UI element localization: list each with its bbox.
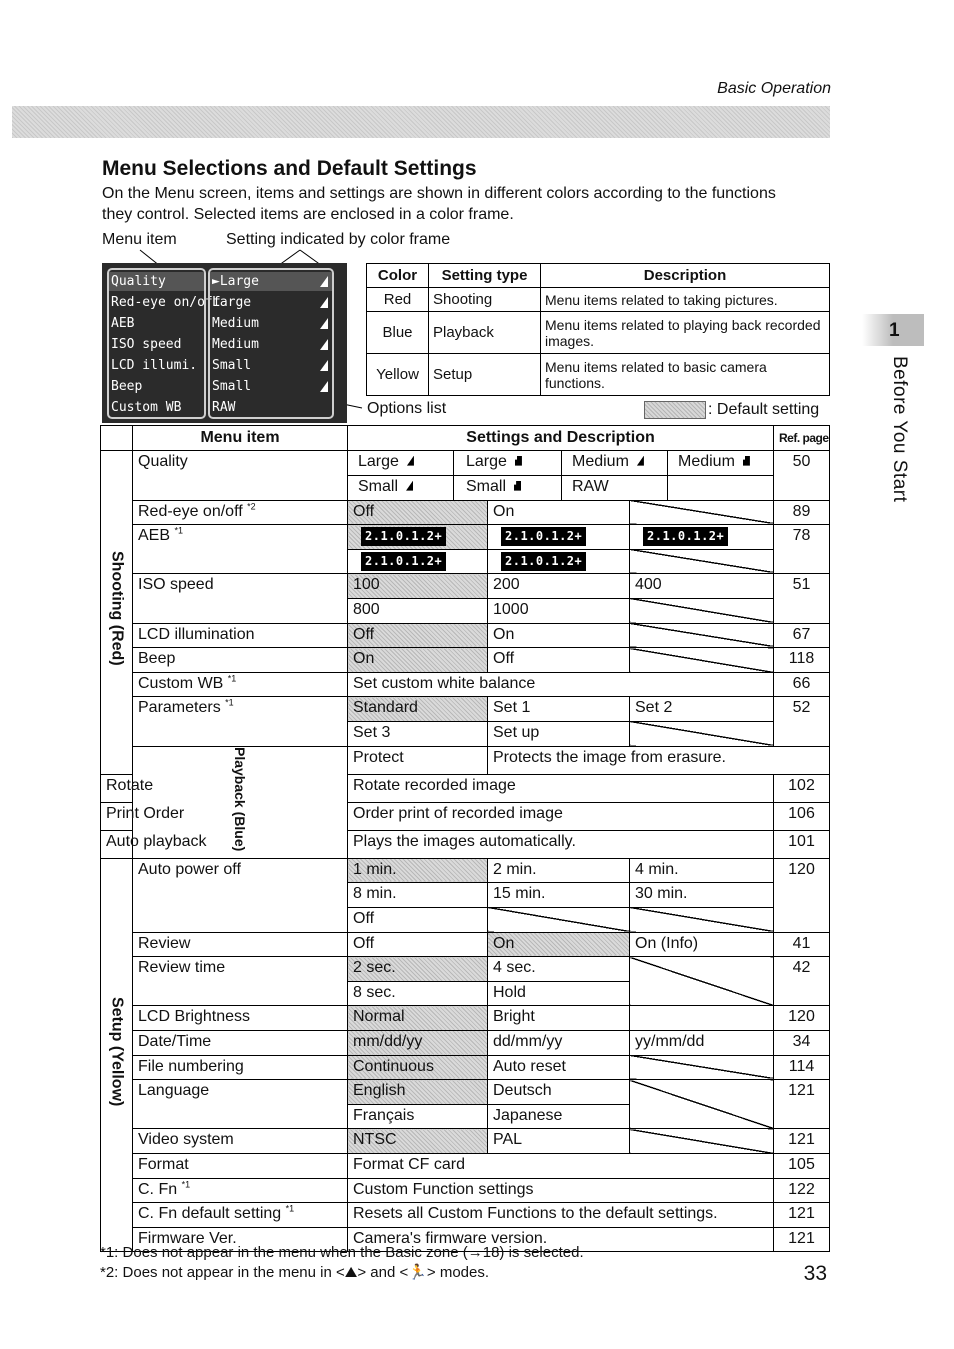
ref-page: 121 — [774, 1129, 830, 1154]
quality-icon — [320, 360, 328, 371]
empty-cell — [630, 549, 774, 574]
lcd-option: Large — [210, 293, 332, 312]
empty-cell — [630, 1080, 774, 1129]
normal-icon — [743, 456, 750, 466]
option: Hold — [488, 981, 630, 1006]
item-beep: Beep — [133, 648, 348, 673]
option-default: mm/dd/yy — [348, 1030, 488, 1055]
lcd-option: ►Large — [210, 272, 332, 291]
color-legend-table — [366, 263, 830, 396]
header-blank — [101, 426, 133, 451]
option: 800 — [348, 598, 488, 623]
page-title: Menu Selections and Default Settings — [102, 157, 477, 180]
aeb-scale-icon: 2.1.0.1.2+ — [361, 527, 446, 546]
intro-text: On the Menu screen, items and settings are shown in different colors according to the functions they control. Selected items are enclosed in a color frame. — [102, 185, 776, 223]
item-description: Protects the image from erasure. — [488, 746, 830, 774]
ref-page: 101 — [774, 830, 830, 858]
option-default: 2 sec. — [348, 957, 488, 982]
item-review-time: Review time — [133, 957, 348, 1006]
option: Japanese — [488, 1104, 630, 1129]
ref-page: 114 — [774, 1055, 830, 1080]
option-default: On — [348, 648, 488, 673]
quality-icon — [320, 297, 328, 308]
ref-page: 89 — [774, 500, 830, 525]
ref-page: 67 — [774, 623, 830, 648]
ref-page: 122 — [774, 1178, 830, 1203]
option-default: Off — [348, 623, 488, 648]
option: 4 min. — [630, 858, 774, 883]
item-firmware: Firmware Ver. — [133, 1227, 348, 1252]
ref-page: 51 — [774, 574, 830, 623]
option: Off — [488, 648, 630, 673]
default-swatch — [644, 401, 706, 419]
legend-color: Blue — [367, 312, 429, 354]
fine-icon — [637, 456, 644, 466]
item-quality: Quality — [133, 450, 348, 500]
option-default: Off — [348, 500, 488, 525]
lcd-menu-item: AEB — [111, 316, 135, 331]
quality-option: Medium — [668, 451, 773, 475]
fine-icon — [406, 481, 413, 491]
ref-page: 121 — [774, 1203, 830, 1228]
quality-option: RAW — [562, 476, 668, 500]
item-description: Format CF card — [348, 1153, 774, 1178]
ref-page: 121 — [774, 1227, 830, 1252]
option: Set 1 — [488, 697, 630, 722]
menu-screen-image — [102, 263, 347, 423]
empty-cell — [630, 957, 774, 1006]
item-language: Language — [133, 1080, 348, 1129]
lcd-option: Small — [210, 377, 332, 396]
legend-desc: Menu items related to taking pictures. — [541, 288, 830, 312]
quality-option: Small — [454, 476, 562, 500]
option: 8 sec. — [348, 981, 488, 1006]
item-parameters: Parameters $^{*1}$ — [133, 697, 348, 746]
fine-icon — [407, 456, 414, 466]
ref-page: 120 — [774, 858, 830, 932]
menu-item-callout: Menu item — [102, 231, 177, 248]
page-number: 33 — [803, 1262, 827, 1285]
quality-icon — [320, 318, 328, 329]
chapter-number: 1 — [889, 320, 900, 341]
empty-cell — [630, 1006, 774, 1031]
lcd-options-list — [208, 268, 334, 419]
ref-page: 106 — [774, 802, 830, 830]
option: Set up — [488, 721, 630, 746]
category-playback: Playback (Blue) — [133, 746, 348, 858]
normal-icon — [515, 456, 522, 466]
quality-icon — [320, 276, 328, 287]
item-format: Format — [133, 1153, 348, 1178]
item-review: Review — [133, 932, 348, 957]
legend-type: Playback — [429, 312, 541, 354]
empty-cell — [630, 623, 774, 648]
option: On — [488, 500, 630, 525]
option: Set 2 — [630, 697, 774, 722]
empty-cell — [630, 907, 774, 932]
item-description: Set custom white balance — [348, 672, 774, 697]
option-default: NTSC — [348, 1129, 488, 1154]
aeb-scale-icon: 2.1.0.1.2+ — [501, 552, 586, 571]
option: Deutsch — [488, 1080, 630, 1105]
empty-cell — [630, 648, 774, 673]
option: 2 min. — [488, 858, 630, 883]
ref-page: 105 — [774, 1153, 830, 1178]
ref-page: 50 — [774, 450, 830, 500]
option: 30 min. — [630, 883, 774, 908]
option: dd/mm/yy — [488, 1030, 630, 1055]
lcd-menu-item: ISO speed — [111, 337, 182, 352]
quality-icon — [320, 339, 328, 350]
option-default: English — [348, 1080, 488, 1105]
item-description: Custom Function settings — [348, 1178, 774, 1203]
option-default: Normal — [348, 1006, 488, 1031]
item-description: Resets all Custom Functions to the default settings. — [348, 1203, 774, 1228]
item-description: Order print of recorded image — [348, 802, 774, 830]
option: On — [488, 623, 630, 648]
item-c-fn-default: C. Fn default setting $^{*1}$ — [133, 1203, 348, 1228]
footnote: *1: Does not appear in the menu when the Basic zone (→18) is selected. — [100, 1244, 584, 1261]
ref-page: 118 — [774, 648, 830, 673]
item-c-fn: C. Fn $^{*1}$ — [133, 1178, 348, 1203]
option — [488, 525, 630, 550]
legend-header: Color — [367, 264, 429, 288]
item-protect: Protect — [348, 746, 488, 774]
category-setup: Setup (Yellow) — [101, 858, 133, 1252]
ref-page: 78 — [774, 525, 830, 574]
header-ref-page: Ref. page — [774, 426, 830, 451]
option: 200 — [488, 574, 630, 599]
option — [630, 525, 774, 550]
quality-options — [348, 450, 774, 475]
quality-option: Large — [348, 451, 454, 475]
legend-type: Shooting — [429, 288, 541, 312]
header-band — [12, 106, 830, 138]
ref-page: 120 — [774, 1006, 830, 1031]
item-description: Camera's firmware version. — [348, 1227, 774, 1252]
item-lcd-illumination: LCD illumination — [133, 623, 348, 648]
option: 400 — [630, 574, 774, 599]
item-description: Rotate recorded image — [348, 774, 774, 802]
ref-page: 121 — [774, 1080, 830, 1129]
empty-cell — [630, 598, 774, 623]
ref-page: 34 — [774, 1030, 830, 1055]
option: Off — [348, 932, 488, 957]
lcd-menu-item: LCD illumi. — [111, 358, 198, 373]
lcd-menu-item: Red-eye on/off — [111, 295, 221, 310]
item-description: Plays the images automatically. — [348, 830, 774, 858]
option-default: 100 — [348, 574, 488, 599]
legend-color: Yellow — [367, 354, 429, 396]
option — [488, 549, 630, 574]
option: Off — [348, 907, 488, 932]
legend-type: Setup — [429, 354, 541, 396]
header-settings: Settings and Description — [348, 426, 774, 451]
item-print-order: Print Order — [101, 802, 133, 830]
empty-cell — [630, 500, 774, 525]
lcd-menu-item: Beep — [111, 379, 143, 394]
ref-page: 41 — [774, 932, 830, 957]
lcd-menu-item: Quality — [109, 272, 204, 291]
item-iso-speed: ISO speed — [133, 574, 348, 623]
option: Bright — [488, 1006, 630, 1031]
item-rotate: Rotate — [101, 774, 133, 802]
empty-cell — [630, 721, 774, 746]
option: 4 sec. — [488, 957, 630, 982]
item-auto-power-off: Auto power off — [133, 858, 348, 932]
quality-option: Large — [454, 451, 562, 475]
aeb-scale-icon: 2.1.0.1.2+ — [501, 527, 586, 546]
ref-page: 102 — [774, 774, 830, 802]
ref-page: 52 — [774, 697, 830, 746]
option: 8 min. — [348, 883, 488, 908]
ref-page: 42 — [774, 957, 830, 1006]
option: On (Info) — [630, 932, 774, 957]
footnotes — [100, 1243, 584, 1283]
aeb-scale-icon: 2.1.0.1.2+ — [361, 552, 446, 571]
lcd-option: Small — [210, 356, 332, 375]
lcd-option: RAW — [212, 400, 236, 415]
option: Auto reset — [488, 1055, 630, 1080]
lcd-menu-items — [107, 268, 221, 419]
item-file-numbering: File numbering — [133, 1055, 348, 1080]
empty-cell — [488, 907, 630, 932]
item-date-time: Date/Time — [133, 1030, 348, 1055]
option: Français — [348, 1104, 488, 1129]
option-default: 1 min. — [348, 858, 488, 883]
options-list-label: Options list — [367, 400, 447, 417]
empty-cell — [668, 476, 773, 500]
legend-header: Setting type — [429, 264, 541, 288]
category-shooting: Shooting (Red) — [101, 450, 133, 774]
item-lcd-brightness: LCD Brightness — [133, 1006, 348, 1031]
option-default: On — [488, 932, 630, 957]
legend-desc: Menu items related to basic camera functions. — [541, 354, 830, 396]
empty-cell — [630, 1129, 774, 1154]
item-aeb: AEB $^{*1}$ — [133, 525, 348, 574]
option-default — [348, 525, 488, 550]
quality-option: Medium — [562, 451, 668, 475]
item-red-eye: Red-eye on/off $^{*2}$ — [133, 500, 348, 525]
empty-cell — [630, 1055, 774, 1080]
default-setting-legend — [644, 401, 819, 419]
menu-settings-table — [100, 425, 830, 1252]
option-default: Standard — [348, 697, 488, 722]
option — [348, 549, 488, 574]
quality-icon — [320, 381, 328, 392]
footnote: *2: Does not appear in the menu in <⛰> and <🏃> modes. — [100, 1264, 490, 1281]
legend-header: Description — [541, 264, 830, 288]
quality-options — [348, 475, 774, 500]
item-auto-playback: Auto playback — [101, 830, 133, 858]
lcd-menu-item: Custom WB — [111, 400, 182, 415]
option: yy/mm/dd — [630, 1030, 774, 1055]
header-menu-item: Menu item — [133, 426, 348, 451]
option-default: Continuous — [348, 1055, 488, 1080]
ref-page: 66 — [774, 672, 830, 697]
option: 1000 — [488, 598, 630, 623]
aeb-scale-icon: 2.1.0.1.2+ — [643, 527, 728, 546]
legend-desc: Menu items related to playing back recorded images. — [541, 312, 830, 354]
section-label: Basic Operation — [717, 80, 831, 97]
normal-icon — [514, 481, 521, 491]
option: 15 min. — [488, 883, 630, 908]
option: PAL — [488, 1129, 630, 1154]
default-setting-label: : Default setting — [708, 401, 820, 418]
quality-option: Small — [348, 476, 454, 500]
item-video-system: Video system — [133, 1129, 348, 1154]
lcd-option: Medium — [210, 335, 332, 354]
chapter-title: Before You Start — [889, 356, 910, 503]
option: Set 3 — [348, 721, 488, 746]
lcd-option: Medium — [210, 314, 332, 333]
setting-frame-callout: Setting indicated by color frame — [226, 231, 451, 248]
legend-color: Red — [367, 288, 429, 312]
item-custom-wb: Custom WB $^{*1}$ — [133, 672, 348, 697]
